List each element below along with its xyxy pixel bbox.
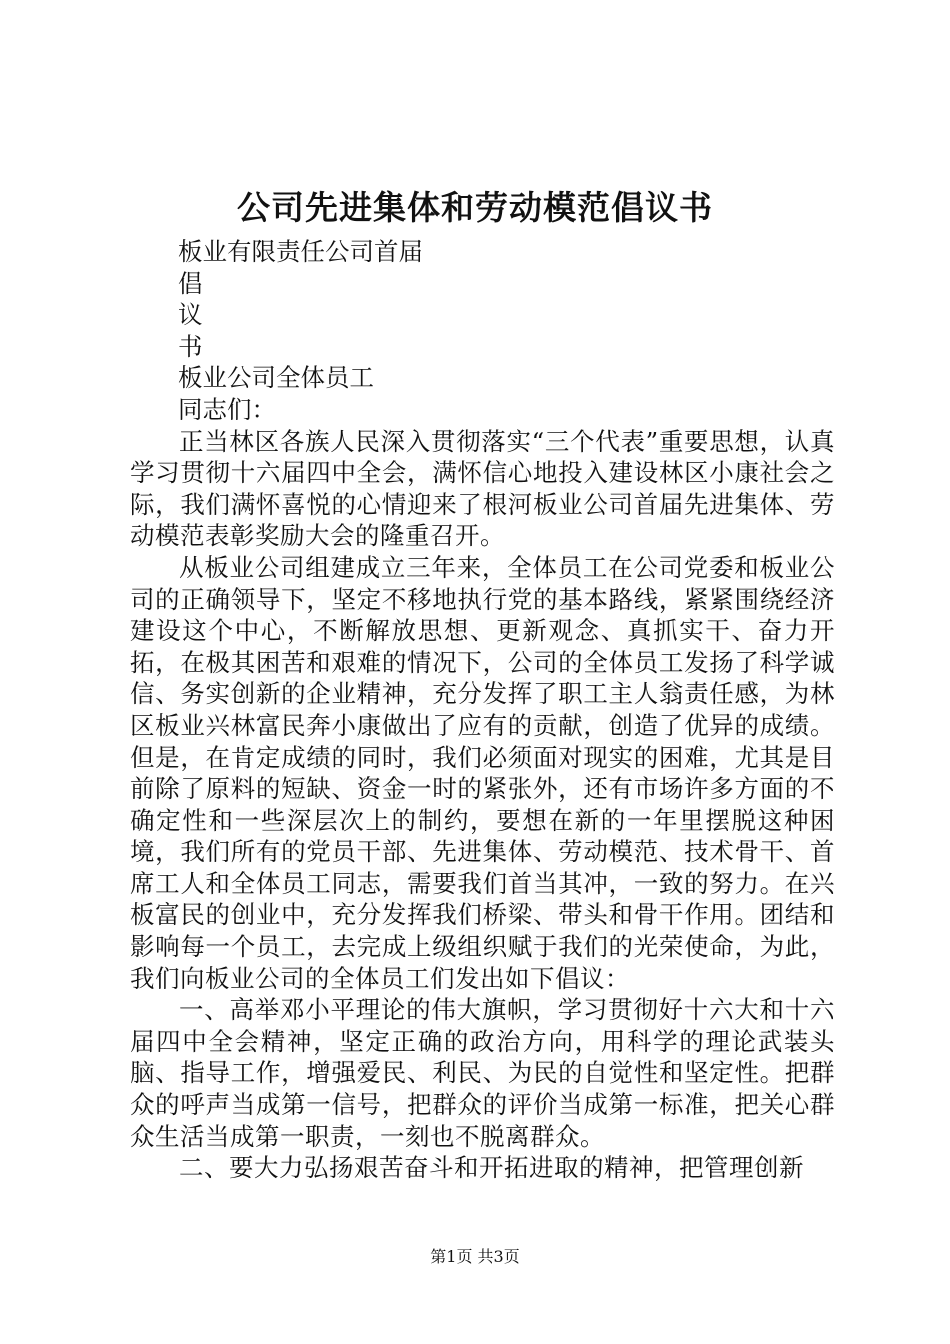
header-line-char-2: 议	[178, 300, 203, 330]
paragraph-intro: 正当林区各族人民深入贯彻落实“三个代表”重要思想，认真学习贯彻十六届四中全会，满怀信心地投入建设林区小康社会之际，我们满怀喜悦的心情迎来了根河板业公司首届先进集体、劳动模范表彰奖励大会的隆重召开。	[130, 426, 835, 551]
header-line-char-3: 书	[178, 331, 203, 361]
document-title: 公司先进集体和劳动模范倡议书	[237, 188, 713, 227]
page-footer: 第1页 共3页	[430, 1247, 520, 1266]
paragraph-proposal-1: 一、高举邓小平理论的伟大旗帜，学习贯彻好十六大和十六届四中全会精神，坚定正确的政治方向，用科学的理论武装头脑、指导工作，增强爱民、利民、为民的自觉性和坚定性。把群众的呼声当成第一信号，把群众的评价当成第一标准，把关心群众生活当成第一职责，一刻也不脱离群众。	[130, 995, 835, 1151]
paragraph-background: 从板业公司组建成立三年来，全体员工在公司党委和板业公司的正确领导下，坚定不移地执行党的基本路线，紧紧围绕经济建设这个中心，不断解放思想、更新观念、真抓实干、奋力开拓，在极其困苦和艰难的情况下，公司的全体员工发扬了科学诚信、务实创新的企业精神，充分发挥了职工主人翁责任感，为林区板业兴林富民奔小康做出了应有的贡献，创造了优异的成绩。但是，在肯定成绩的同时，我们必须面对现实的困难，尤其是目前除了原料的短缺、资金一时的紧张外，还有市场许多方面的不确定性和一些深层次上的制约，要想在新的一年里摆脱这种困境，我们所有的党员干部、先进集体、劳动模范、技术骨干、首席工人和全体员工同志，需要我们首当其冲，一致的努力。在兴板富民的创业中，充分发挥我们桥梁、带头和骨干作用。团结和影响每一个员工，去完成上级组织赋于我们的光荣使命，为此，我们向板业公司的全体员工们发出如下倡议：	[130, 552, 835, 993]
header-line-recipient: 板业公司全体员工	[178, 363, 374, 393]
salutation: 同志们：	[178, 394, 276, 424]
header-line-company: 板业有限责任公司首届	[178, 237, 423, 266]
paragraph-proposal-2: 二、要大力弘扬艰苦奋斗和开拓进取的精神，把管理创新	[179, 1153, 804, 1183]
header-line-char-1: 倡	[178, 268, 203, 298]
document-body	[130, 236, 835, 1184]
